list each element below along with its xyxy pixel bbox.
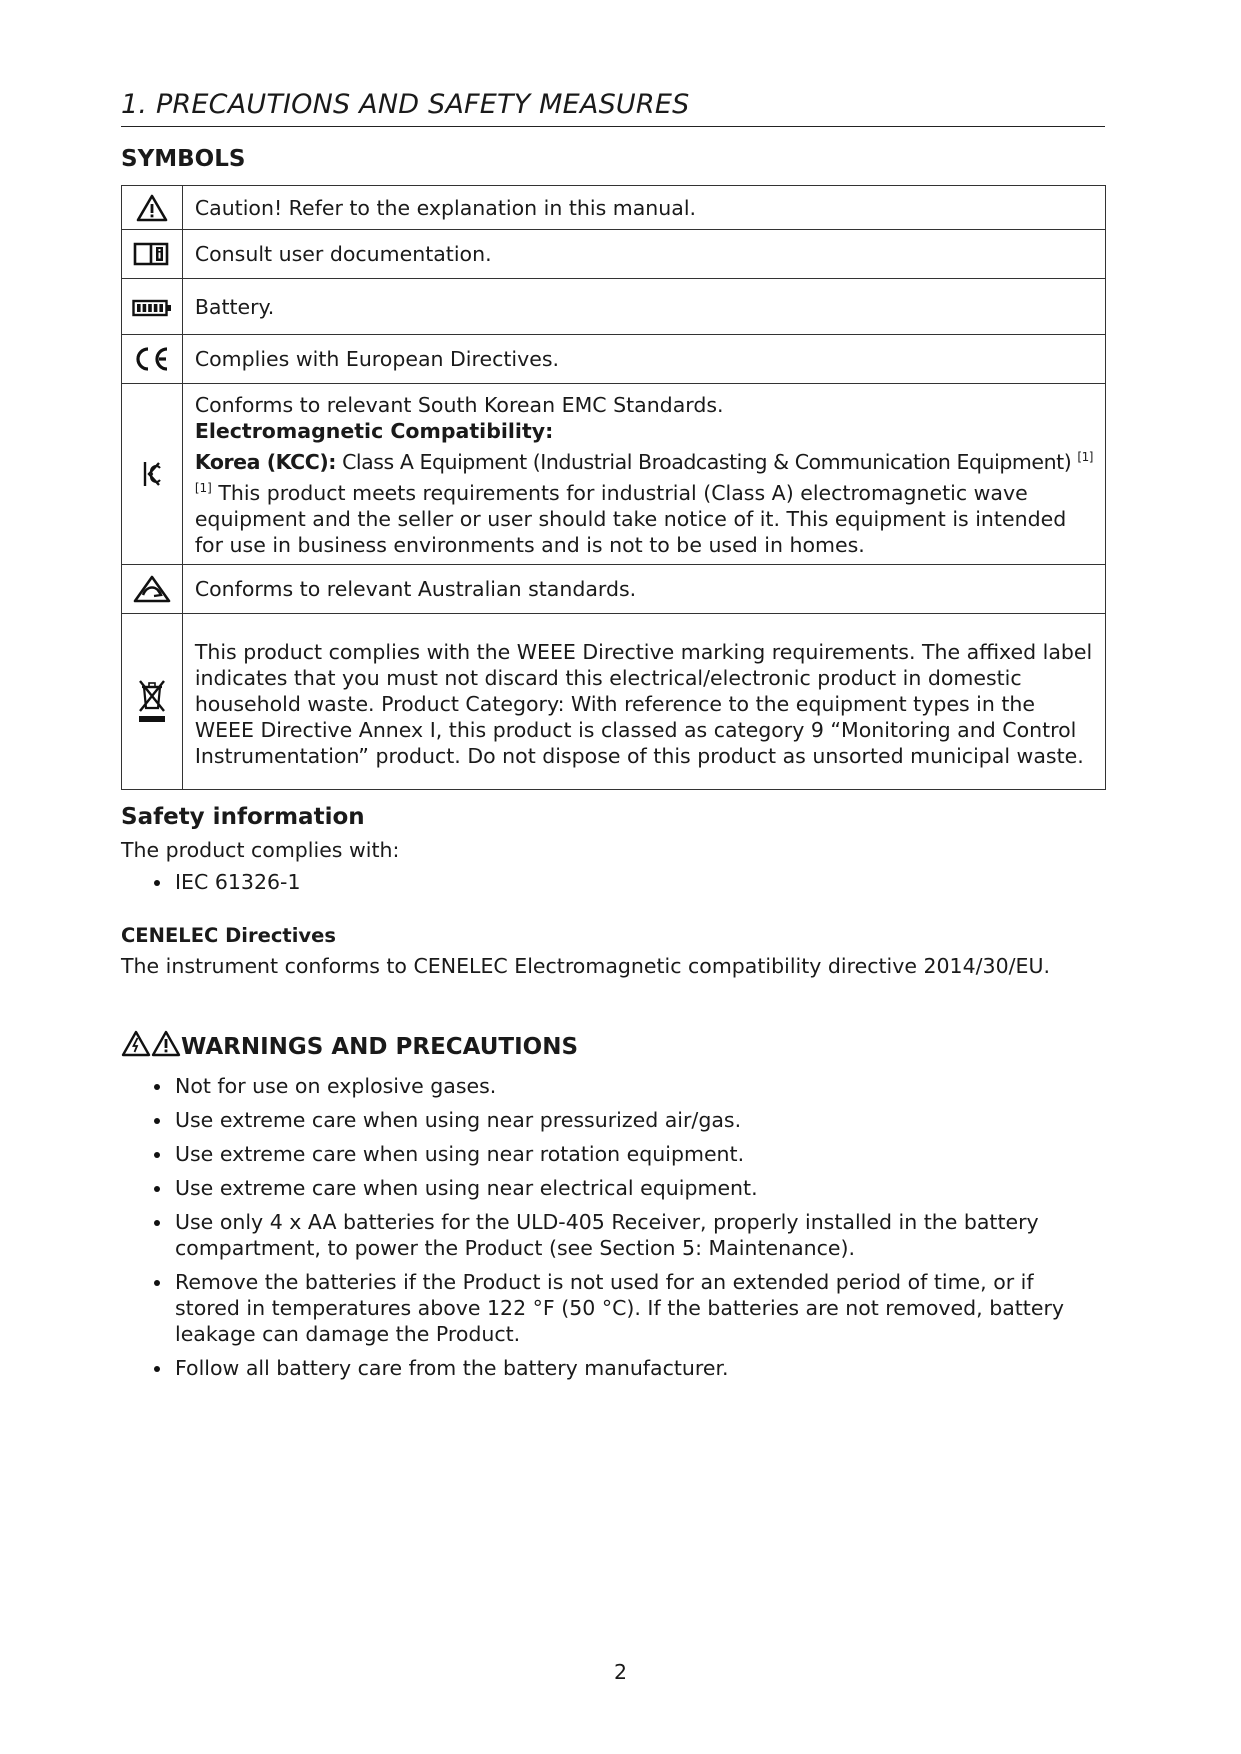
- safety-heading: Safety information: [121, 804, 365, 830]
- symbols-table: [121, 185, 1106, 790]
- weee-bin-icon: [122, 613, 183, 789]
- page-number: 2: [613, 1660, 628, 1684]
- cenelec-text: The instrument conforms to CENELEC Electromagnetic compatibility directive 2014/30/EU.: [121, 954, 1050, 978]
- symbol-description: This product complies with the WEEE Directive marking requirements. The affixed label indicates that you must not discard this electrical/electronic product in domestic household waste. Product Category: With reference to the equipment types in the WEEE Directive Annex I, this product is classed as category 9 “Monitoring and Control Instrumentation” product. Do not dispose of this product as unsorted municipal waste.: [182, 613, 1105, 789]
- safety-intro: The product complies with:: [121, 838, 400, 862]
- ce-mark-icon: [122, 335, 183, 384]
- kc-mark-icon: [122, 384, 183, 565]
- list-item: IEC 61326-1: [121, 869, 1101, 895]
- korea-emc-description: [182, 384, 1105, 565]
- table-row: [122, 335, 1106, 384]
- list-item: Not for use on explosive gases.: [121, 1073, 1101, 1099]
- list-item: Follow all battery care from the battery manufacturer.: [121, 1355, 1101, 1381]
- korea-kcc-text: Class A Equipment (Industrial Broadcasting & Communication Equipment): [336, 449, 1072, 474]
- symbol-description: Conforms to relevant Australian standards.: [182, 564, 1105, 613]
- list-item: Remove the batteries if the Product is not used for an extended period of time, or if stored in temperatures above 122 °F (50 °C). If the batteries are not removed, battery leakage can damage the Product.: [121, 1269, 1101, 1347]
- user-documentation-icon: [122, 230, 183, 279]
- warnings-list: [121, 1073, 1101, 1381]
- symbol-description: Consult user documentation.: [182, 230, 1105, 279]
- table-row: [122, 279, 1106, 335]
- caution-triangle-icon: [121, 1034, 151, 1060]
- korea-kcc-label: Korea (KCC):: [194, 449, 336, 474]
- caution-triangle-icon: [122, 186, 183, 230]
- korea-kcc-line: [195, 444, 1093, 475]
- table-row: [122, 564, 1106, 613]
- page-title: 1. PRECAUTIONS AND SAFETY MEASURES: [121, 88, 1105, 127]
- symbol-description: Complies with European Directives.: [182, 335, 1105, 384]
- table-row: [122, 613, 1106, 789]
- cenelec-heading: CENELEC Directives: [121, 924, 336, 947]
- symbol-description: Battery.: [182, 279, 1105, 335]
- list-item: Use only 4 x AA batteries for the ULD-405 Receiver, properly installed in the battery compartment, to power the Product (see Section 5: Maintenance).: [121, 1209, 1101, 1261]
- table-row: [122, 384, 1106, 565]
- list-item: Use extreme care when using near rotation equipment.: [121, 1141, 1101, 1167]
- footnote-marker: [1]: [194, 480, 212, 495]
- emc-label: Electromagnetic Compatibility:: [194, 419, 554, 443]
- footnote: [195, 475, 1093, 558]
- standards-list: [121, 869, 1101, 895]
- warnings-heading-text: WARNINGS AND PRECAUTIONS: [181, 1034, 579, 1060]
- caution-triangle-icon: [151, 1034, 181, 1060]
- footnote-reference: [1]: [1077, 450, 1093, 464]
- symbol-description: Caution! Refer to the explanation in this manual.: [182, 186, 1105, 230]
- list-item: Use extreme care when using near electrical equipment.: [121, 1175, 1101, 1201]
- footnote-text: This product meets requirements for industrial (Class A) electromagnetic wave equipment and the seller or user should take notice of it. This equipment is intended for use in business environments and is not to be used in homes.: [194, 480, 1067, 557]
- table-row: [122, 230, 1106, 279]
- list-item: Use extreme care when using near pressurized air/gas.: [121, 1107, 1101, 1133]
- battery-icon: [122, 279, 183, 335]
- warnings-heading: [121, 1030, 578, 1060]
- rcm-mark-icon: [122, 564, 183, 613]
- korea-line-1: Conforms to relevant South Korean EMC Standards.: [194, 393, 724, 417]
- table-row: [122, 186, 1106, 230]
- symbols-heading: SYMBOLS: [121, 146, 246, 172]
